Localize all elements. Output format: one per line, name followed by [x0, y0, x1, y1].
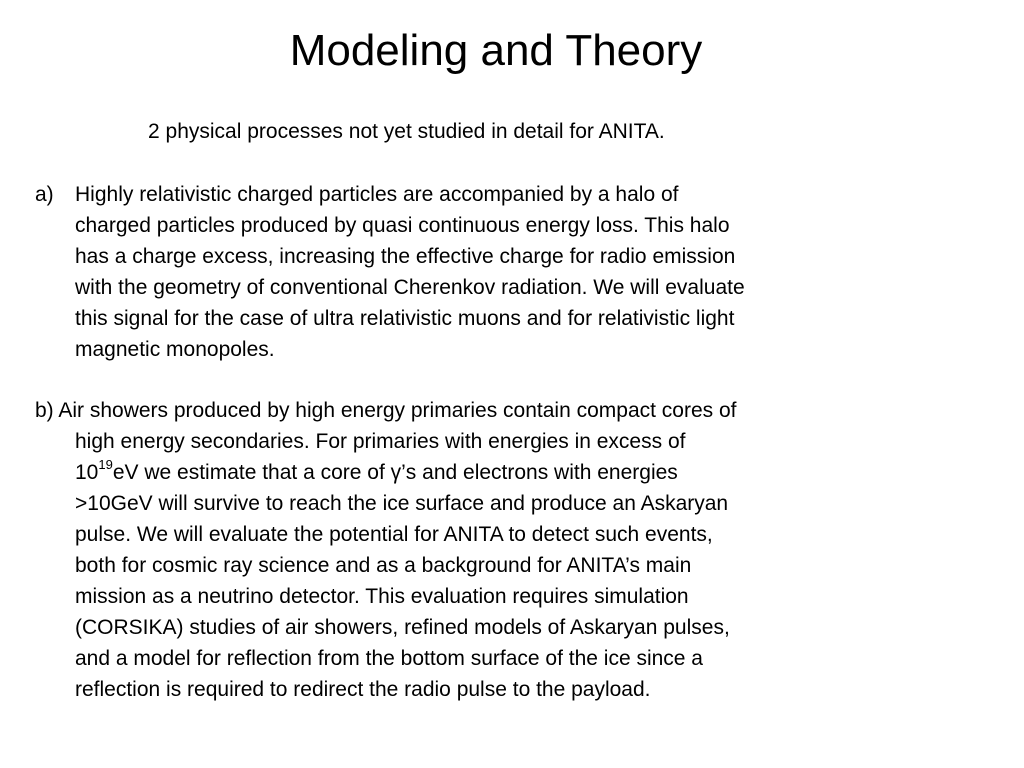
slide-subtitle: 2 physical processes not yet studied in detail for ANITA. — [148, 120, 665, 143]
item-a-line: has a charge excess, increasing the effective charge for radio emission — [75, 245, 736, 268]
slide-title: Modeling and Theory — [289, 26, 703, 75]
list-item-b — [35, 395, 915, 705]
item-a-line: with the geometry of conventional Cherenkov radiation. We will evaluate — [75, 276, 745, 299]
item-b-line: both for cosmic ray science and as a background for ANITA’s main — [75, 554, 692, 577]
item-b-line: mission as a neutrino detector. This evaluation requires simulation — [75, 585, 689, 608]
item-b-first-line: b) Air showers produced by high energy primaries contain compact cores of — [35, 399, 737, 422]
item-a-marker: a) — [35, 183, 54, 206]
energy-rest: eV we estimate that a core of γ’s and electrons with energies — [112, 461, 678, 484]
item-a-line: magnetic monopoles. — [75, 338, 275, 361]
item-b-line: reflection is required to redirect the radio pulse to the payload. — [75, 678, 651, 701]
item-b-line: (CORSIKA) studies of air showers, refined models of Askaryan pulses, — [75, 616, 730, 639]
item-b-line-energy — [35, 457, 915, 488]
item-b-line: >10GeV will survive to reach the ice surface and produce an Askaryan — [75, 492, 729, 515]
item-a-line: charged particles produced by quasi continuous energy loss. This halo — [75, 214, 730, 237]
item-b-line: pulse. We will evaluate the potential for ANITA to detect such events, — [75, 523, 713, 546]
item-a-line: this signal for the case of ultra relativistic muons and for relativistic light — [75, 307, 735, 330]
list-item-a — [35, 179, 915, 365]
energy-exponent: 19 — [98, 457, 113, 472]
item-b-line: and a model for reflection from the bottom surface of the ice since a — [75, 647, 703, 670]
item-b-line: high energy secondaries. For primaries with energies in excess of — [75, 430, 686, 453]
energy-base: 10 — [75, 461, 99, 484]
item-a-line: Highly relativistic charged particles are accompanied by a halo of — [75, 183, 679, 206]
